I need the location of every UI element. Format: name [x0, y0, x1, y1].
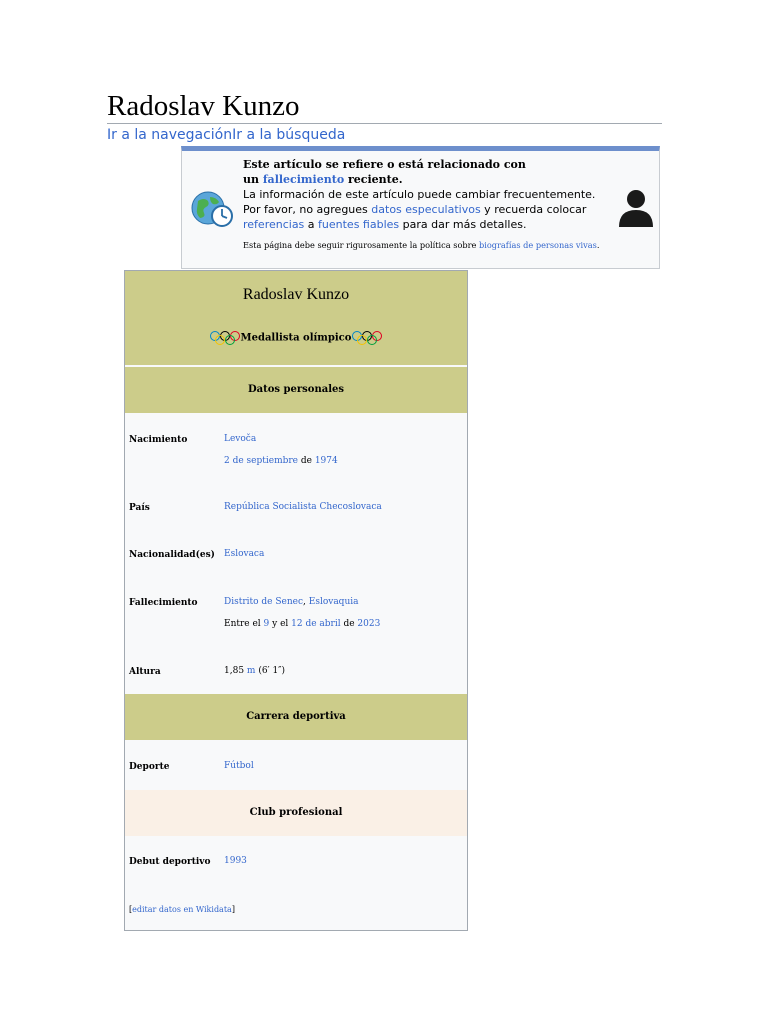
section-datos-personales: Datos personales	[125, 367, 467, 413]
person-silhouette-icon	[616, 187, 656, 229]
edit-wikidata: [editar datos en Wikidata]	[129, 905, 235, 914]
page-title: Radoslav Kunzo	[107, 90, 300, 122]
nationality-value	[224, 543, 264, 565]
metre-link[interactable]: m	[246, 666, 256, 676]
jump-to-navigation-link[interactable]: Ir a la navegación	[107, 127, 233, 143]
infobox	[124, 270, 468, 931]
birth-day-link[interactable]: 2 de septiembre	[224, 456, 298, 466]
recent-death-notice	[181, 146, 660, 269]
death-day2-link[interactable]: 12 de abril	[291, 619, 341, 629]
notice-body: La información de este artículo puede cambiar frecuentemente. Por favor, no agregues datos especulativos y recuerda colocar referencias a fuentes fiables para dar más detalles.	[243, 188, 596, 231]
infobox-name: Radoslav Kunzo	[242, 286, 350, 303]
country-label: País	[129, 503, 150, 513]
country-link[interactable]: República Socialista Checoslovaca	[224, 502, 382, 512]
olympic-rings-icon	[209, 330, 241, 346]
futbol-link[interactable]: Fútbol	[224, 761, 254, 771]
debut-year-link[interactable]: 1993	[224, 856, 247, 866]
section-carrera-deportiva: Carrera deportiva	[125, 694, 467, 740]
levoca-link[interactable]: Levoča	[224, 434, 257, 444]
biografias-link[interactable]: biografías de personas vivas	[478, 240, 597, 250]
sport-value	[224, 755, 254, 777]
debut-value	[224, 850, 247, 872]
nationality-link[interactable]: Eslovaca	[224, 549, 265, 559]
globe-clock-icon	[190, 189, 236, 229]
death-label: Fallecimiento	[129, 598, 198, 608]
birth-year-link[interactable]: 1974	[314, 456, 338, 466]
infobox-subtitle: Medallista olímpico	[125, 330, 467, 346]
title-divider	[107, 123, 662, 124]
senec-link[interactable]: Distrito de Senec	[224, 597, 304, 607]
referencias-link[interactable]: referencias	[243, 218, 305, 231]
birth-label: Nacimiento	[129, 435, 188, 445]
fallecimiento-link[interactable]: fallecimiento	[262, 173, 345, 186]
sport-label: Deporte	[129, 762, 170, 772]
edit-wikidata-link[interactable]: editar datos en Wikidata	[132, 905, 232, 914]
jump-links	[107, 127, 345, 143]
death-day1-link[interactable]: 9	[263, 619, 270, 629]
section-club-profesional: Club profesional	[125, 790, 467, 836]
debut-label: Debut deportivo	[129, 857, 211, 867]
fuentes-fiables-link[interactable]: fuentes fiables	[318, 218, 400, 231]
olympic-rings-icon	[351, 330, 383, 346]
infobox-header	[125, 271, 467, 365]
jump-to-search-link[interactable]: Ir a la búsqueda	[232, 127, 346, 143]
notice-heading: Este artículo se refiere o está relacionado con un fallecimiento reciente.	[243, 158, 526, 186]
notice-policy: Esta página debe seguir rigurosamente la política sobre biografías de personas vivas.	[243, 240, 600, 250]
birth-value: Levoča 2 de septiembre de 1974	[224, 434, 338, 466]
datos-especulativos-link[interactable]: datos especulativos	[371, 203, 481, 216]
nationality-label: Nacionalidad(es)	[129, 550, 215, 560]
eslovaquia-link[interactable]: Eslovaquia	[308, 597, 359, 607]
height-value: 1,85 m (6′ 1″)	[224, 666, 286, 676]
notice-text	[243, 157, 603, 251]
country-value	[224, 496, 382, 518]
death-year-link[interactable]: 2023	[357, 619, 381, 629]
height-label: Altura	[129, 667, 161, 677]
death-value: Distrito de Senec, Eslovaquia Entre el 9 y el 12 de abril de 2023	[224, 597, 381, 629]
